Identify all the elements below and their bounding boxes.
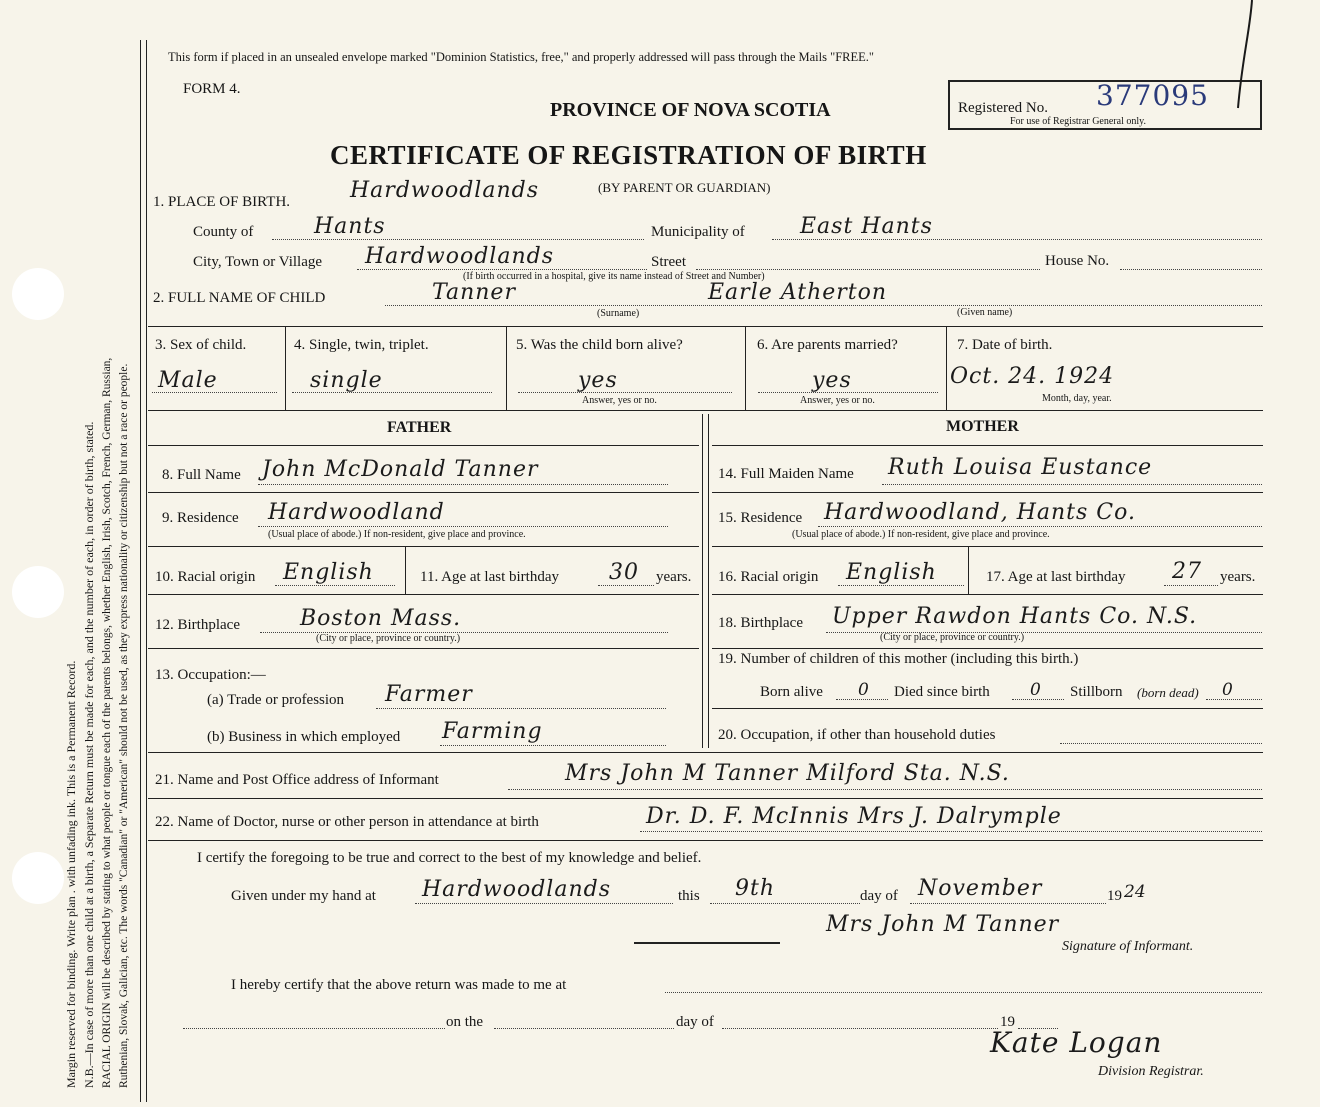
informant-label: 21. Name and Post Office address of Informant — [155, 772, 439, 788]
year-label-2: 19 — [1000, 1014, 1015, 1030]
registrar-signature: Kate Logan — [990, 1026, 1163, 1059]
father-occupation-label: 13. Occupation:— — [155, 667, 266, 683]
day-of-label: day of — [860, 888, 898, 904]
margin-note-binding: Margin reserved for binding. Write plan . with unfading ink. This is a Permanent Record. — [64, 660, 78, 1088]
street-label: Street — [651, 254, 686, 270]
mother-birthplace-note: (City or place, province or country.) — [880, 632, 1025, 643]
trade-label: (a) Trade or profession — [207, 692, 345, 708]
date-of-birth-label: 7. Date of birth. — [957, 337, 1053, 353]
answer-note: Answer, yes or no. — [800, 395, 875, 406]
child-surname: Tanner — [432, 280, 516, 305]
father-residence-note: (Usual place of abode.) If non-resident, give place and province. — [268, 529, 526, 540]
signature-informant-label: Signature of Informant. — [1062, 939, 1194, 954]
given-under-label: Given under my hand at — [231, 888, 376, 904]
child-name-label: 2. FULL NAME OF CHILD — [153, 290, 326, 306]
year-label: 19 — [1107, 888, 1122, 904]
surname-note: (Surname) — [597, 308, 640, 319]
place-of-birth-value: Hardwoodlands — [350, 178, 539, 203]
registered-label: Registered No. — [958, 100, 1048, 116]
plurality-label: 4. Single, twin, triplet. — [294, 337, 429, 353]
mother-years: years. — [1220, 569, 1256, 585]
father-years: years. — [656, 569, 692, 585]
mother-name-value: Ruth Louisa Eustance — [888, 455, 1153, 480]
mail-notice: This form if placed in an unsealed envelope marked "Dominion Statistics, free," and properly addressed will pass through the Mails "FREE." — [168, 50, 875, 64]
stillborn-note: (born dead) — [1137, 685, 1199, 700]
mother-occupation-label: 20. Occupation, if other than household duties — [718, 727, 996, 743]
day-value: 9th — [735, 876, 776, 901]
city-value: Hardwoodlands — [365, 244, 554, 269]
province-heading: PROVINCE OF NOVA SCOTIA — [550, 99, 831, 121]
informant-signature: Mrs John M Tanner — [826, 912, 1060, 937]
city-label: City, Town or Village — [193, 254, 323, 270]
sex-value: Male — [158, 368, 218, 393]
children-count-label: 19. Number of children of this mother (including this birth.) — [718, 651, 1079, 667]
binding-line — [146, 40, 147, 1102]
parents-married-label: 6. Are parents married? — [757, 337, 898, 353]
doctor-label: 22. Name of Doctor, nurse or other person in attendance at birth — [155, 814, 539, 830]
mother-racial-label: 16. Racial origin — [718, 569, 819, 585]
father-age-label: 11. Age at last birthday — [420, 569, 559, 585]
punch-hole — [12, 566, 64, 618]
mother-residence-value: Hardwoodland, Hants Co. — [824, 500, 1136, 525]
father-residence-label: 9. Residence — [162, 510, 239, 526]
parents-married-value: yes — [812, 368, 852, 393]
mother-age-value: 27 — [1172, 559, 1202, 584]
this-label: this — [678, 888, 700, 904]
house-label: House No. — [1045, 253, 1110, 269]
business-label: (b) Business in which employed — [207, 729, 401, 745]
died-label: Died since birth — [894, 684, 990, 700]
born-alive-value: yes — [578, 368, 618, 393]
mother-heading: MOTHER — [946, 418, 1019, 435]
trade-value: Farmer — [385, 682, 473, 707]
certification-statement: I certify the foregoing to be true and correct to the best of my knowledge and belief. — [197, 850, 702, 866]
registrar-note: For use of Registrar General only. — [1010, 116, 1146, 127]
municipality-label: Municipality of — [651, 224, 745, 240]
given-place-value: Hardwoodlands — [422, 877, 611, 902]
father-birthplace-label: 12. Birthplace — [155, 617, 240, 633]
stillborn-label: Stillborn — [1070, 684, 1123, 700]
father-birthplace-value: Boston Mass. — [300, 606, 462, 631]
mother-racial-value: English — [846, 560, 937, 585]
mother-birthplace-value: Upper Rawdon Hants Co. N.S. — [832, 604, 1198, 629]
place-of-birth-label: 1. PLACE OF BIRTH. — [153, 194, 291, 210]
father-racial-value: English — [283, 560, 374, 585]
date-note: Month, day, year. — [1042, 393, 1112, 404]
subtitle: (BY PARENT OR GUARDIAN) — [598, 180, 771, 195]
father-name-label: 8. Full Name — [162, 467, 241, 483]
county-value: Hants — [314, 214, 386, 239]
answer-note: Answer, yes or no. — [582, 395, 657, 406]
mother-name-label: 14. Full Maiden Name — [718, 466, 854, 482]
county-label: County of — [193, 224, 254, 240]
father-birthplace-note: (City or place, province or country.) — [316, 633, 461, 644]
on-the-label: on the — [446, 1014, 484, 1030]
plurality-value: single — [310, 368, 383, 393]
punch-hole — [12, 852, 64, 904]
business-value: Farming — [442, 719, 543, 744]
born-alive-count: 0 — [858, 680, 869, 700]
year-suffix: 24 — [1124, 882, 1146, 902]
mother-residence-label: 15. Residence — [718, 510, 803, 526]
mother-age-label: 17. Age at last birthday — [986, 569, 1126, 585]
registered-number: 377095 — [1096, 79, 1209, 112]
registrar-statement: I hereby certify that the above return was made to me at — [231, 977, 567, 993]
municipality-value: East Hants — [800, 214, 933, 239]
father-residence-value: Hardwoodland — [268, 500, 445, 525]
mother-birthplace-label: 18. Birthplace — [718, 615, 803, 631]
born-alive-count-label: Born alive — [760, 684, 823, 700]
child-given-name: Earle Atherton — [708, 280, 888, 305]
certificate-title: CERTIFICATE OF REGISTRATION OF BIRTH — [330, 140, 927, 170]
form-number: FORM 4. — [183, 81, 241, 97]
given-name-note: (Given name) — [957, 307, 1013, 318]
stillborn-count: 0 — [1222, 680, 1233, 700]
father-racial-label: 10. Racial origin — [155, 569, 256, 585]
margin-note-racial-words: Ruthenian, Slovak, Galician, etc. The words "Canadian" or "American" should not be used, as they express nationality or citizenship but not a race or people. — [118, 363, 130, 1088]
binding-line — [140, 40, 141, 1102]
mother-residence-note: (Usual place of abode.) If non-resident, give place and province. — [792, 529, 1050, 540]
informant-value: Mrs John M Tanner Milford Sta. N.S. — [565, 761, 1010, 786]
sex-label: 3. Sex of child. — [155, 337, 247, 353]
date-of-birth-value: Oct. 24. 1924 — [950, 364, 1115, 389]
margin-note-racial-origin: RACIAL ORIGIN will be described by stating to what people or tongue each of the parents belongs, whether English, Irish, Scotch, French, German, Russian, — [101, 357, 113, 1088]
died-count: 0 — [1030, 680, 1041, 700]
father-heading: FATHER — [387, 419, 452, 436]
day-of-label-2: day of — [676, 1014, 714, 1030]
hospital-note: (If birth occurred in a hospital, give its name instead of Street and Number) — [463, 271, 765, 282]
father-age-value: 30 — [609, 560, 639, 585]
born-alive-label: 5. Was the child born alive? — [516, 337, 683, 353]
father-name-value: John McDonald Tanner — [262, 457, 539, 482]
margin-note-nb: N.B.—In case of more than one child at a birth, a Separate Return must be made for each, and the number of each, in order of birth, stated. — [82, 421, 96, 1088]
division-registrar-label: Division Registrar. — [1098, 1064, 1204, 1079]
month-value: November — [918, 876, 1043, 901]
doctor-value: Dr. D. F. McInnis Mrs J. Dalrymple — [646, 804, 1062, 829]
signature-stroke — [1220, 0, 1260, 110]
punch-hole — [12, 268, 64, 320]
